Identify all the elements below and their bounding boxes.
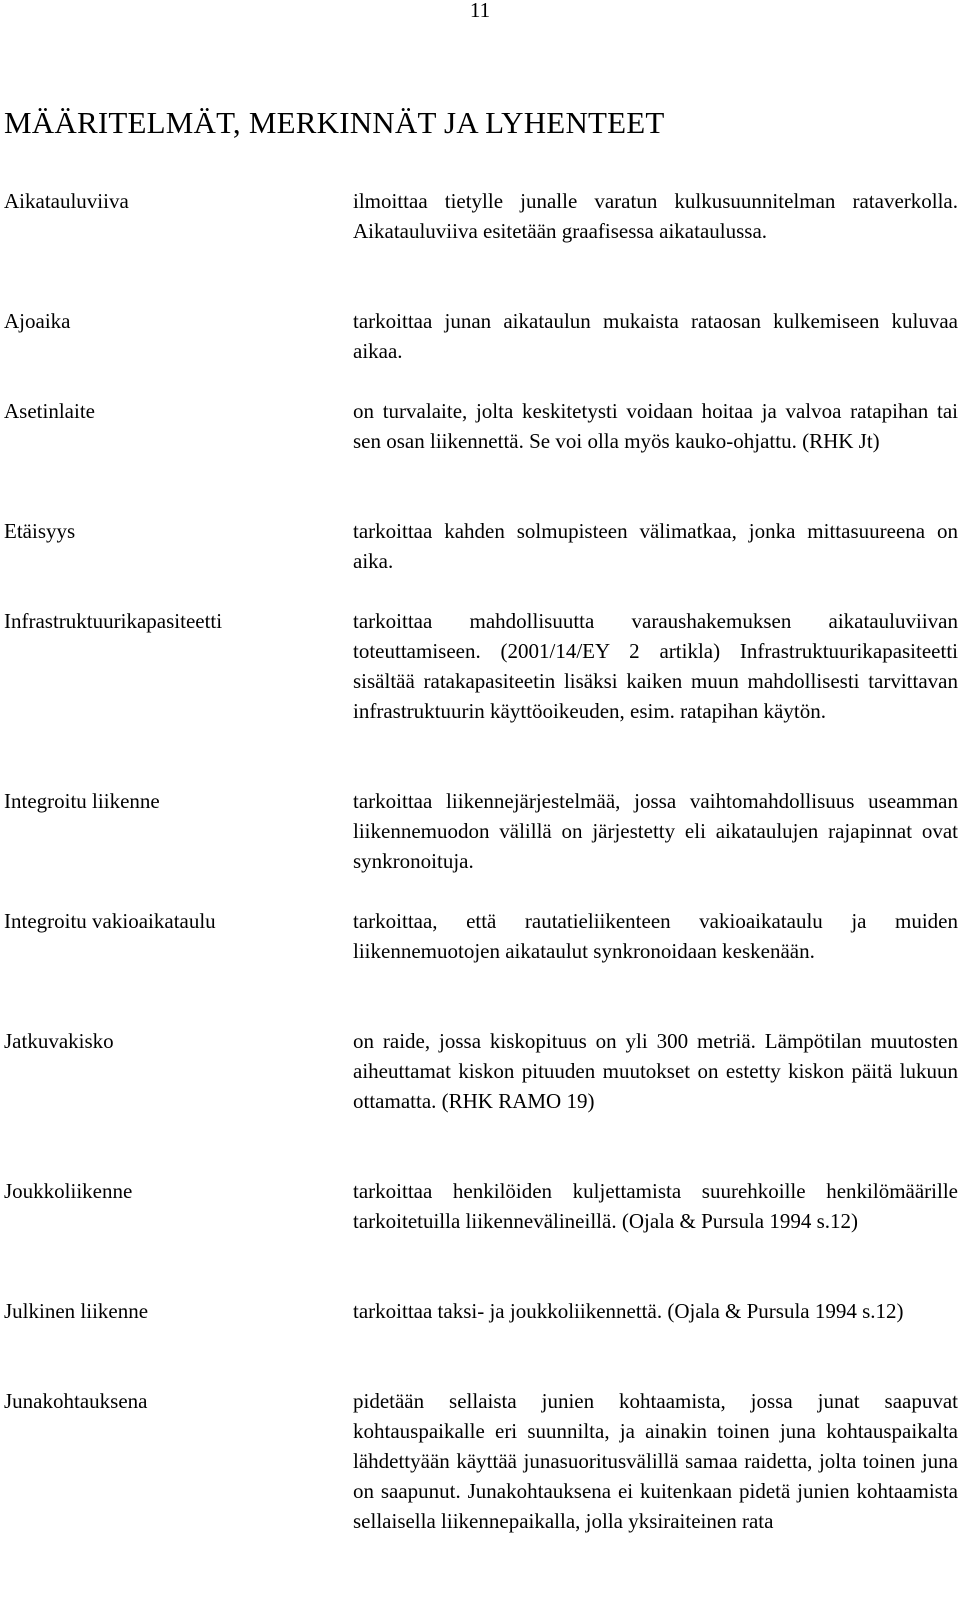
- definition: tarkoittaa henkilöiden kuljettamista suurehkoille henkilömäärille tarkoitetuilla liikennevälineillä. (Ojala & Pursula 1994 s.12): [353, 1179, 958, 1233]
- definition: tarkoittaa mahdollisuutta varaushakemuksen aikatauluviivan toteuttamiseen. (2001/14/EY 2 artikla) Infrastruktuurikapasiteetti sisältää ratakapasiteetin lisäksi kaiken muun mahdollisesti tarvittavan infrastruktuurin käyttöoikeuden, esim. ratapihan käytön.: [353, 609, 958, 723]
- definition: tarkoittaa liikennejärjestelmää, jossa vaihtomahdollisuus useamman liikennemuodon välillä on järjestetty eli aikataulujen rajapinnat ovat synkronoituja.: [353, 789, 958, 873]
- term: Junakohtauksena: [4, 1389, 148, 1413]
- page-title: MÄÄRITELMÄT, MERKINNÄT JA LYHENTEET: [4, 105, 665, 140]
- definition: ilmoittaa tietylle junalle varatun kulkusuunnitelman rataverkolla. Aikatauluviiva esitetään graafisessa aikataulussa.: [353, 189, 958, 243]
- definition: tarkoittaa, että rautatieliikenteen vakioaikataulu ja muiden liikennemuotojen aikataulut synkronoidaan keskenään.: [353, 909, 958, 963]
- term: Etäisyys: [4, 519, 76, 543]
- definition: pidetään sellaista junien kohtaamista, jossa junat saapuvat kohtauspaikalle eri suunnilta, ja ainakin toinen juna kohtauspaikalta lähdettyään käyttää junasuoritusvälillä samaa raidetta, jolta toinen juna on saapunut. Junakohtauksena ei kuitenkaan pidetä junien kohtaamista sellaisella liikennepaikalla, jolla yksiraiteinen rata: [353, 1389, 958, 1533]
- definition: on turvalaite, jolta keskitetysti voidaan hoitaa ja valvoa ratapihan tai sen osan liikennettä. Se voi olla myös kauko-ohjattu. (RHK Jt): [353, 399, 958, 453]
- term: Jatkuvakisko: [4, 1029, 114, 1053]
- term: Joukkoliikenne: [4, 1179, 133, 1203]
- definition: tarkoittaa junan aikataulun mukaista rataosan kulkemiseen kuluvaa aikaa.: [353, 309, 958, 363]
- term: Integroitu vakioaikataulu: [4, 909, 216, 933]
- page-number: 11: [469, 0, 491, 22]
- term: Infrastruktuurikapasiteetti: [4, 609, 223, 633]
- definition: on raide, jossa kiskopituus on yli 300 metriä. Lämpötilan muutosten aiheuttamat kiskon pituuden muutokset on estetty kiskon päitä lukuun ottamatta. (RHK RAMO 19): [353, 1029, 958, 1113]
- definition: tarkoittaa taksi- ja joukkoliikennettä. (Ojala & Pursula 1994 s.12): [353, 1299, 904, 1323]
- term: Asetinlaite: [4, 399, 95, 423]
- term: Ajoaika: [4, 309, 71, 333]
- term: Integroitu liikenne: [4, 789, 160, 813]
- term: Julkinen liikenne: [4, 1299, 149, 1323]
- term: Aikatauluviiva: [4, 189, 129, 213]
- definition: tarkoittaa kahden solmupisteen välimatkaa, jonka mittasuureena on aika.: [353, 519, 958, 573]
